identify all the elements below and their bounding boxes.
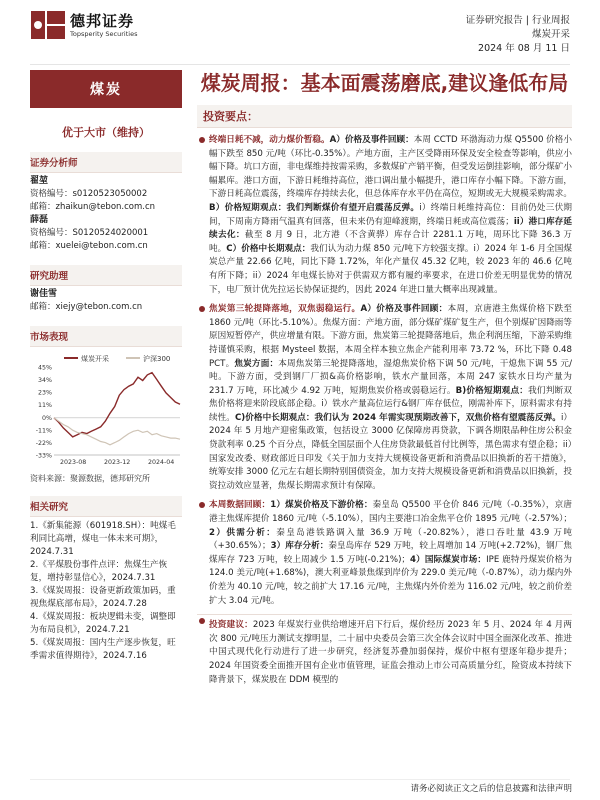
legend-label: 沪深300 [143,355,171,363]
related-item[interactable]: 2.《平煤股份事件点评：焦煤生产恢复，增持彰显信心》，2024.7.31 [30,560,168,583]
paragraph-segment: i）2024 年 5 月地产迎密集政策，包括设立 3000 亿保障房再贷款，下调各期限品种住房公积金贷款利率 0.25 个百分点，降低全国层面个人住房贷款最低首付比例等，黑色需求有望企稳；ii）国家发改委、财政部近日印发《关于加力支持大规模设备更新和消费品以旧换新的若干措施》，统筹安排 3000 亿元左右超长期特别国债资金，加力支持大规模设备更新和消费品以旧换新，投资拉动效应显著，焦煤长期需求预计有保障。 [209,412,572,491]
y-tick-label: 11% [38,402,52,410]
paragraph-segment: 秦皇岛库存 529 万吨，较上周增加 14 万吨(+2.72%)，钢厂焦煤库存 723 万吨，较上周减少 1.5 万吨(-0.21%)； [209,541,572,565]
report-sector: 煤炭开采 [531,29,570,40]
assistant-heading: 研究助理 [30,265,182,286]
industry-label: 煤炭 [90,82,122,98]
page-header [0,0,600,62]
paragraph-segment: C）价格中长期观点： [226,243,311,254]
company-logo [30,10,137,40]
paragraph-segment: B）价格短期观点：我们判断煤价有望开启震荡反弹。 [209,202,420,213]
analyst-name: 翟堃 [30,176,49,186]
analysts-heading: 证券分析师 [30,152,182,173]
main-content [197,70,572,687]
y-tick-label: 0% [42,414,52,422]
chart-source: 资料来源：聚源数据，德邦研究所 [30,474,150,483]
assistant-email[interactable]: 邮箱：xiejy@tebon.com.cn [30,302,143,312]
invest-paragraph [197,499,572,608]
paragraph-segment: A）价格及事件回顾： [329,135,414,145]
invest-points-heading: 投资要点： [197,105,572,128]
report-date: 2024 年 08 月 11 日 [478,43,570,54]
related-item[interactable]: 5.《煤炭周报：国内生产逐步恢复，旺季需求值得期待》，2024.7.16 [30,638,176,661]
paragraph-segment: 截至 8 月 9 日，北方港（不含黄骅）库存合计 2281.1 万吨，周环比下降 36.3 万吨。 [209,230,572,254]
market-heading: 市场表现 [30,326,182,347]
footer-divider [30,779,570,780]
series-line-hs300 [54,418,180,445]
y-tick-label: 23% [38,389,52,397]
paragraph-segment: 2023 年煤炭行业供给增速开启下行后，煤价经历 2023 年 5 月、2024 年 4 月两次 800 元/吨压力测试支撑明显，二十届中央委员会第三次全体会议时中国全面深化改革、推进中国式现代化行动进行了进一步研究，经济复苏叠加弱保持，煤价中枢有望逐年稳步提升；2024 年国资委全面推开国有企业市值管理，证监会推动上市公司高质量分红，险资成本持续下降背景下，煤炭股在 DDM 模型的 [209,620,572,685]
paragraph-segment: 焦炭方面： [234,358,279,369]
report-type: 证券研究报告 | 行业周报 [465,15,570,26]
rating-label: 优于大市（维持） [62,126,150,139]
sidebar [30,70,182,663]
x-tick-label: 2024-04 [148,459,175,466]
industry-badge [30,70,182,108]
series-line-coal [54,373,180,437]
invest-paragraph [197,134,572,297]
paragraph-lead: 投资建议： [209,620,253,631]
invest-paragraph [197,303,572,493]
bullet-icon [199,306,205,312]
y-tick-label: 45% [38,364,52,372]
paragraph-segment: A）价格及事件回顾： [360,304,448,315]
paragraph-segment: i）终端日耗维持高位：目前仍处三伏期间，下周南方降雨气温真有回落，但未来仍有迎峰渡期，终端日耗或高位震荡； [209,202,573,227]
paragraph-segment: 我们认为动力煤 850 元/吨下方较强支撑。i）2024 年 1-6 月全国煤炭总产量 22.66 亿吨，同比下降 1.72%，年化产量仅 45.32 亿吨，较 2023 年的 46.6 亿吨有所下降；ii）2024 年电煤长协对于供需双方都有履约率要求，在进口价差无明显优势的情况下，电厂预计优先拉运长协保证提约，因此 2024 年进口量大概率出现减量。 [209,243,572,295]
logo-name-cn: 德邦证券 [70,11,135,30]
y-tick-label: 34% [38,377,52,385]
bullet-icon [199,618,205,624]
paragraph-segment: 我们判断双焦价格将迎来阶段底部企稳。i）铁水产量高位运行&钢厂库存低位，刚需补库下，原料需求有持续性。 [209,385,572,423]
analyst-email[interactable]: 邮箱：zhaikun@tebon.com.cn [30,202,156,212]
related-item[interactable]: 4.《煤炭周报：板块逻辑未变，调整即为布局良机》，2024.7.21 [30,612,176,635]
y-tick-label: -22% [35,439,52,447]
paragraph-segment: 秦皇岛港铁路调入量 36.9 万吨（-20.82%），港口吞吐量 43.9 万吨（+30.65%）； [209,527,572,552]
paragraph-segment: 4）国际煤炭市场： [410,554,487,565]
analyst-cert: 资格编号：s0120523050002 [30,189,148,199]
paragraph-segment: 秦皇岛 Q5500 平仓价 846 元/吨（-0.35%），京唐港主焦煤库提价 1860 元/吨（-5.10%），国内主要港口冶金焦平仓价 1895 元/吨（-2.57%）； [209,500,572,525]
analyst-block [30,175,182,253]
paragraph-lead: 焦炭第三轮提降落地，双焦弱稳运行。 [209,304,361,315]
paragraph-segment: 2）供需分析： [209,527,277,538]
bullet-icon [199,502,205,508]
paragraph-segment: 1）煤炭价格及下游价格： [270,500,373,511]
assistant-block [30,288,182,314]
paragraph-segment: C)价格中长期观点：我们认为 2024 年需实现预期改善下，双焦价格有望震荡反弹。 [234,412,561,423]
logo-mark-icon [30,10,66,40]
report-title: 煤炭周报：基本面震荡磨底,建议逢低布局 [200,71,569,95]
invest-points-body [197,134,572,687]
paragraph-segment: 本周，京唐港主焦煤价格下跌至 1860 元/吨（环比-5.10%）。焦煤方面：产地方面，部分煤矿煤矿复生产，但个别煤矿因降雨等原因短暂停产，供应增量有限。下游方面，焦炭第三轮提降落地后，焦企利润压缩，下游采购维持谨慎采购，根据 Mysteel 数据，本周全样本独立焦企产能利用率 73.72 %，环比下降 0.48 PCT。 [209,304,572,369]
related-heading: 相关研究 [30,496,182,517]
market-chart-svg [30,351,182,469]
paragraph-segment: B)价格短期观点： [455,385,529,396]
x-tick-label: 2023-12 [104,459,131,466]
analyst-name: 薛磊 [30,215,49,225]
footer-disclaimer: 请务必阅读正文之后的信息披露和法律声明 [410,784,572,794]
paragraph-lead: 本周数据回顾： [209,500,271,511]
paragraph-segment: ii）港口库存延续去化： [209,216,572,241]
y-tick-label: -33% [35,452,52,460]
invest-paragraph [197,614,572,687]
market-chart [30,351,182,469]
x-tick-label: 2023-08 [60,459,87,466]
assistant-name: 谢佳雪 [30,289,58,299]
bullet-icon [199,137,205,143]
report-meta [466,14,570,56]
analyst-cert: 资格编号：S0120524020001 [30,228,149,238]
related-item[interactable]: 1.《新集能源（601918.SH）：吨煤毛利同比高增，煤电一体未来可期》，2024.7.31 [30,521,176,557]
analyst-email[interactable]: 邮箱：xuelei@tebon.com.cn [30,241,148,251]
paragraph-segment: 本周 CCTD 环渤海动力煤 Q5500 价格小幅下跌至 850 元/吨（环比-0.35%）。产地方面，主产区受降雨环保及安全检查等影响，供应小幅下降。坑口方面，非电煤维持按需采购，多数煤矿产销平衡，但受发运倒挂影响，部分煤矿小幅累库。港口方面，下游日耗维持高位，港口调出量小幅提升，港口库存小幅下降。下游方面，下游日耗高位震荡，终端库存持续去化，但总体库存水平仍在高位，短期或无大规模采购需求。 [209,135,572,200]
paragraph-segment: IPE 鹿特丹煤炭价格为 124.0 美元/吨(+1.68%)，澳大利亚峰景焦煤到岸价为 229.0 美元/吨（-0.87%），动力煤内外价差为 40.10 元/吨，较之前扩大 17.16 元/吨，主焦煤内外价差为 116.02 元/吨，较之前价差扩大 3.04 元/吨。 [209,554,572,606]
related-list [30,520,182,663]
legend-label: 煤炭开采 [81,355,109,363]
paragraph-segment: 3）库存分析： [270,541,329,552]
logo-name-en: Topsperity Securities [70,29,138,38]
header-divider [30,64,570,65]
related-item[interactable]: 3.《煤炭周报：设备更新政策加码，重视焦煤底部布局》，2024.7.28 [30,586,176,609]
y-tick-label: -11% [35,427,52,435]
paragraph-segment: 本周焦炭第三轮提降落地，湿熄焦炭价格下调 50 元/吨，干熄焦下调 55 元/吨。下游方面，受到钢厂厂损&高价格影响，铁水产量回落，本周 247 家铁水日均产量为 231.7 万吨，环比减少 4.92 万吨，短期焦炭价格或弱稳运行。 [209,358,572,396]
paragraph-lead: 终端日耗不减，动力煤价暂稳。 [209,135,330,145]
